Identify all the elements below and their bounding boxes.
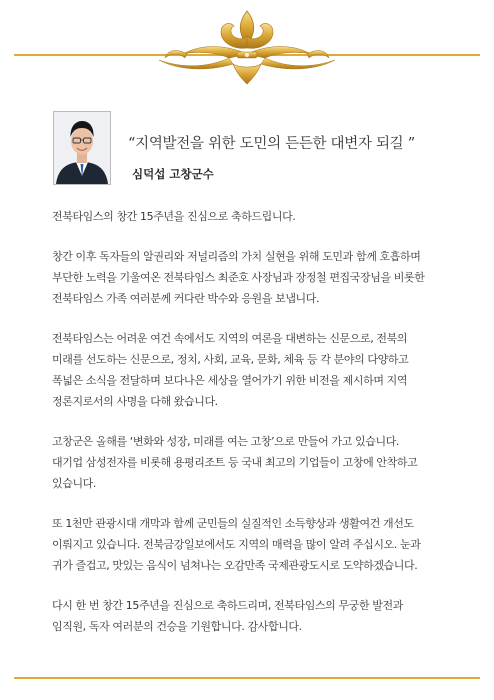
paragraph-2: [52, 246, 472, 309]
headline: “지역발전을 위한 도민의 든든한 대변자 되길 ”: [128, 136, 415, 152]
text-line: 대기업 삼성전자를 비롯해 용평리조트 등 국내 최고의 기업들이 고창에 안착하고: [52, 456, 418, 469]
paragraph-4: [52, 431, 472, 494]
text-line: 창간 이후 독자들의 알권리와 저널리즘의 가치 실현을 위해 도민과 함께 호흡하며: [52, 250, 421, 263]
text-line: 전북타임스의 창간 15주년을 진심으로 축하드립니다.: [52, 210, 296, 223]
text-line: 또 1천만 관광시대 개막과 함께 군민들의 실질적인 소득향상과 생활여건 개선도: [52, 517, 414, 530]
text-line: 정론지로서의 사명을 다해 왔습니다.: [52, 395, 218, 408]
text-line: 귀가 즐겁고, 맛있는 음식이 넘쳐나는 오감만족 국제관광도시로 도약하겠습니다.: [52, 559, 418, 572]
paragraph-5: [52, 513, 472, 576]
text-line: 미래를 선도하는 신문으로, 정치, 사회, 교육, 문화, 체육 등 각 분야의 다양하고: [52, 353, 409, 366]
article-body: [52, 206, 472, 656]
portrait-photo: [53, 111, 111, 185]
text-line: 있습니다.: [52, 477, 97, 490]
paragraph-1: [52, 206, 472, 227]
bottom-gold-rule: [14, 677, 480, 679]
text-line: 전북타임스는 어려운 여건 속에서도 지역의 여론을 대변하는 신문으로, 전북의: [52, 332, 408, 345]
text-line: 전북타임스 가족 여러분께 커다란 박수와 응원을 보냅니다.: [52, 292, 320, 305]
paragraph-3: [52, 328, 472, 412]
text-line: 고창군은 올해를 ‘변화와 성장, 미래를 여는 고창’으로 만들어 가고 있습니다.: [52, 435, 400, 448]
text-line: 다시 한 번 창간 15주년을 진심으로 축하드리며, 전북타임스의 무궁한 발전과: [52, 599, 403, 612]
person-icon: [54, 112, 110, 184]
text-line: 폭넓은 소식을 전달하며 보다나은 세상을 열어가기 위한 비전을 제시하며 지역: [52, 374, 408, 387]
text-line: 임직원, 독자 여러분의 건승을 기원합니다. 감사합니다.: [52, 620, 302, 633]
text-line: 부단한 노력을 기울여온 전북타임스 최준호 사장님과 장정철 편집국장님을 비롯한: [52, 271, 425, 284]
text-line: 이뤄지고 있습니다. 전북금강일보에서도 지역의 매력을 많이 알려 주십시오. 눈과: [52, 538, 421, 551]
byline-author: 심덕섭 고창군수: [132, 167, 214, 181]
gold-ornament-icon: [137, 8, 357, 86]
paragraph-6: [52, 595, 472, 637]
